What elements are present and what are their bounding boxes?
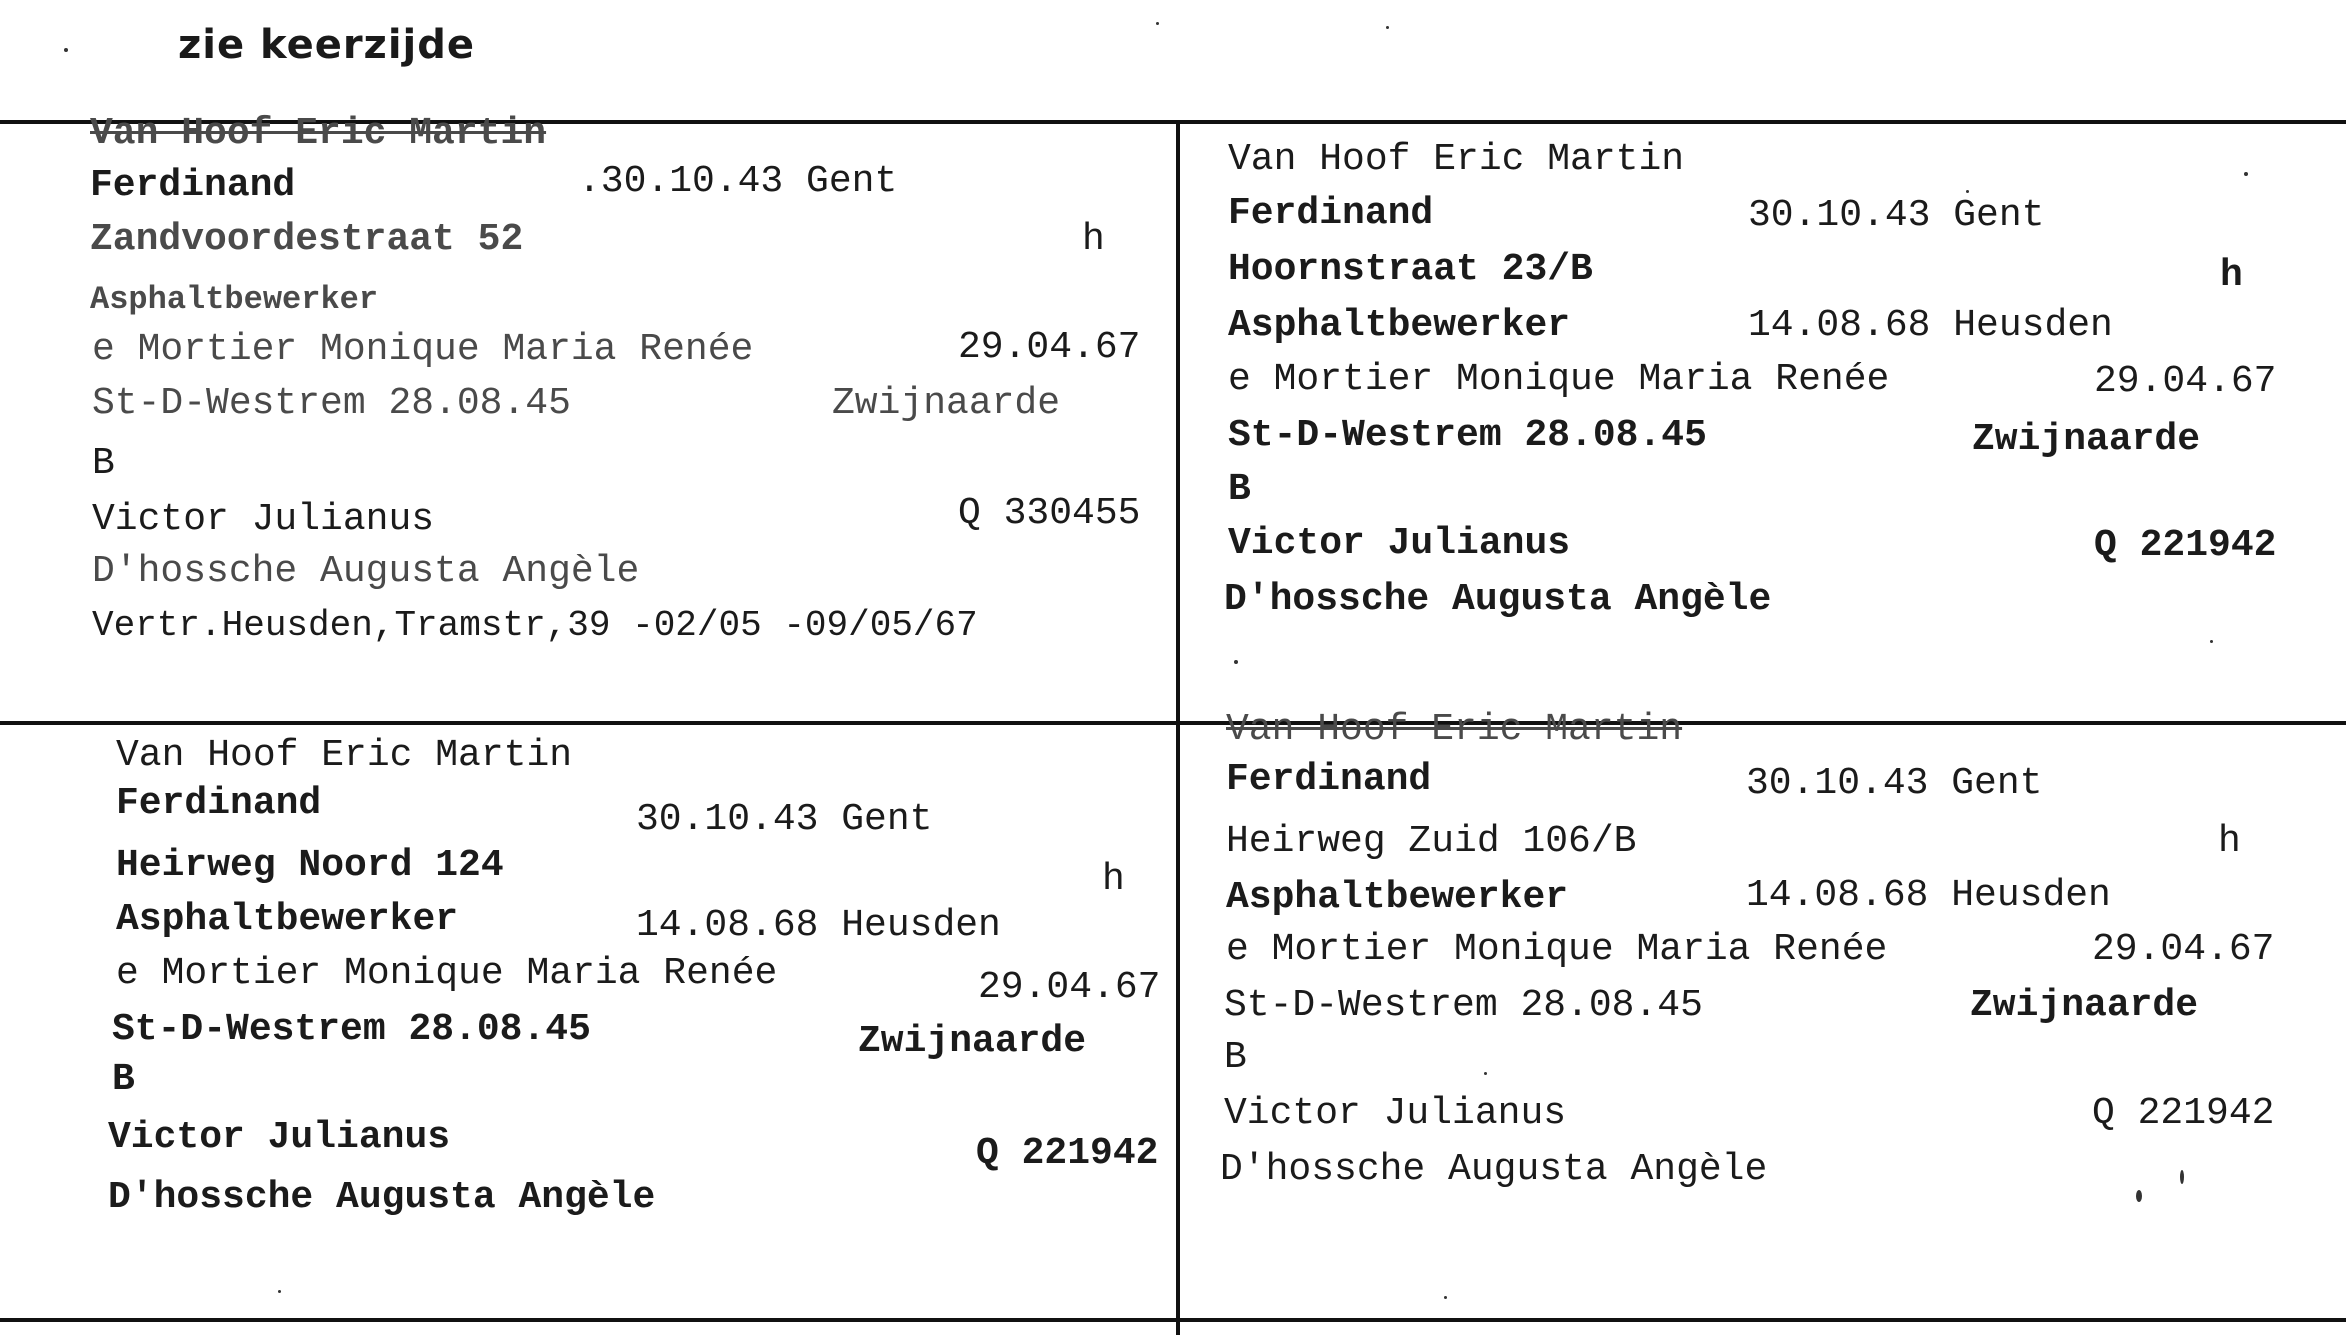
reference: Q 221942 <box>976 1132 1159 1175</box>
spouse-birth: St-D-Westrem 28.08.45 <box>112 1008 591 1051</box>
profession: Asphaltbewerker <box>90 281 379 318</box>
spouse-birth: St-D-Westrem 28.08.45 <box>1228 414 1707 457</box>
surname-line: Van Hoof Eric Martin <box>1228 138 1685 181</box>
marriage-date: 29.04.67 <box>2094 360 2277 403</box>
address: Zandvoordestraat 52 <box>90 218 524 261</box>
reference: Q 221942 <box>2092 1092 2275 1135</box>
scan-speck <box>278 1290 281 1293</box>
sex: h <box>1082 218 1105 261</box>
spouse: e Mortier Monique Maria Renée <box>92 328 754 371</box>
scan-speck <box>1444 1296 1447 1299</box>
spouse-residence: Zwijnaarde <box>1972 418 2201 461</box>
marriage-date: 29.04.67 <box>2092 928 2275 971</box>
spouse-residence: Zwijnaarde <box>832 382 1061 425</box>
profession: Asphaltbewerker <box>116 898 459 941</box>
spouse-birth: St-D-Westrem 28.08.45 <box>1224 984 1703 1027</box>
surname-line: Van Hoof Eric Martin <box>1226 708 1683 751</box>
sex: h <box>1102 858 1125 901</box>
surname-line: Van Hoof Eric Martin <box>90 112 547 155</box>
mother: D'hossche Augusta Angèle <box>92 550 640 593</box>
spouse-birth: St-D-Westrem 28.08.45 <box>92 382 571 425</box>
scan-speck <box>1966 190 1969 193</box>
profession-date: 14.08.68 Heusden <box>1748 304 2113 347</box>
header-note: zie keerzijde <box>178 22 476 68</box>
middle-rule <box>0 721 2346 725</box>
spouse: e Mortier Monique Maria Renée <box>1228 358 1890 401</box>
column-divider <box>1176 120 1180 1335</box>
mother: D'hossche Augusta Angèle <box>1220 1148 1768 1191</box>
sex: h <box>2220 254 2243 297</box>
category: B <box>112 1058 135 1101</box>
scan-speck <box>2210 640 2213 643</box>
profession: Asphaltbewerker <box>1228 304 1571 347</box>
father: Victor Julianus <box>1228 522 1571 565</box>
marriage-date: 29.04.67 <box>978 966 1161 1009</box>
category: B <box>1228 468 1251 511</box>
address: Heirweg Noord 124 <box>116 844 504 887</box>
scan-speck <box>2136 1190 2142 1202</box>
scan-speck <box>2244 172 2248 176</box>
birth: 30.10.43 Gent <box>1746 762 2043 805</box>
profession: Asphaltbewerker <box>1226 876 1569 919</box>
bottom-rule <box>0 1318 2346 1322</box>
scan-speck <box>64 48 68 52</box>
birth: 30.10.43 Gent <box>636 798 933 841</box>
scan-speck <box>1484 1072 1487 1075</box>
category: B <box>1224 1036 1247 1079</box>
scan-speck <box>1386 26 1389 29</box>
father: Victor Julianus <box>92 498 435 541</box>
profession-date: 14.08.68 Heusden <box>1746 874 2111 917</box>
mother: D'hossche Augusta Angèle <box>108 1176 656 1219</box>
father: Victor Julianus <box>108 1116 451 1159</box>
profession-date: 14.08.68 Heusden <box>636 904 1001 947</box>
surname-line: Van Hoof Eric Martin <box>116 734 573 777</box>
spouse: e Mortier Monique Maria Renée <box>1226 928 1888 971</box>
sex: h <box>2218 820 2241 863</box>
spouse: e Mortier Monique Maria Renée <box>116 952 778 995</box>
mother: D'hossche Augusta Angèle <box>1224 578 1772 621</box>
father: Victor Julianus <box>1224 1092 1567 1135</box>
spouse-residence: Zwijnaarde <box>1970 984 2199 1027</box>
given-name: Ferdinand <box>116 782 322 825</box>
marriage-date: 29.04.67 <box>958 326 1141 369</box>
category: B <box>92 442 115 485</box>
reference: Q 330455 <box>958 492 1141 535</box>
reference: Q 221942 <box>2094 524 2277 567</box>
spouse-residence: Zwijnaarde <box>858 1020 1087 1063</box>
given-name: Ferdinand <box>90 164 296 207</box>
given-name: Ferdinand <box>1228 192 1434 235</box>
address: Heirweg Zuid 106/B <box>1226 820 1637 863</box>
scan-speck <box>2180 1170 2184 1184</box>
address: Hoornstraat 23/B <box>1228 248 1593 291</box>
note: Vertr.Heusden,Tramstr,39 -02/05 -09/05/67 <box>92 605 978 646</box>
given-name: Ferdinand <box>1226 758 1432 801</box>
scan-speck <box>1156 22 1159 25</box>
birth: .30.10.43 Gent <box>578 160 898 203</box>
scan-speck <box>1234 660 1238 664</box>
birth: 30.10.43 Gent <box>1748 194 2045 237</box>
